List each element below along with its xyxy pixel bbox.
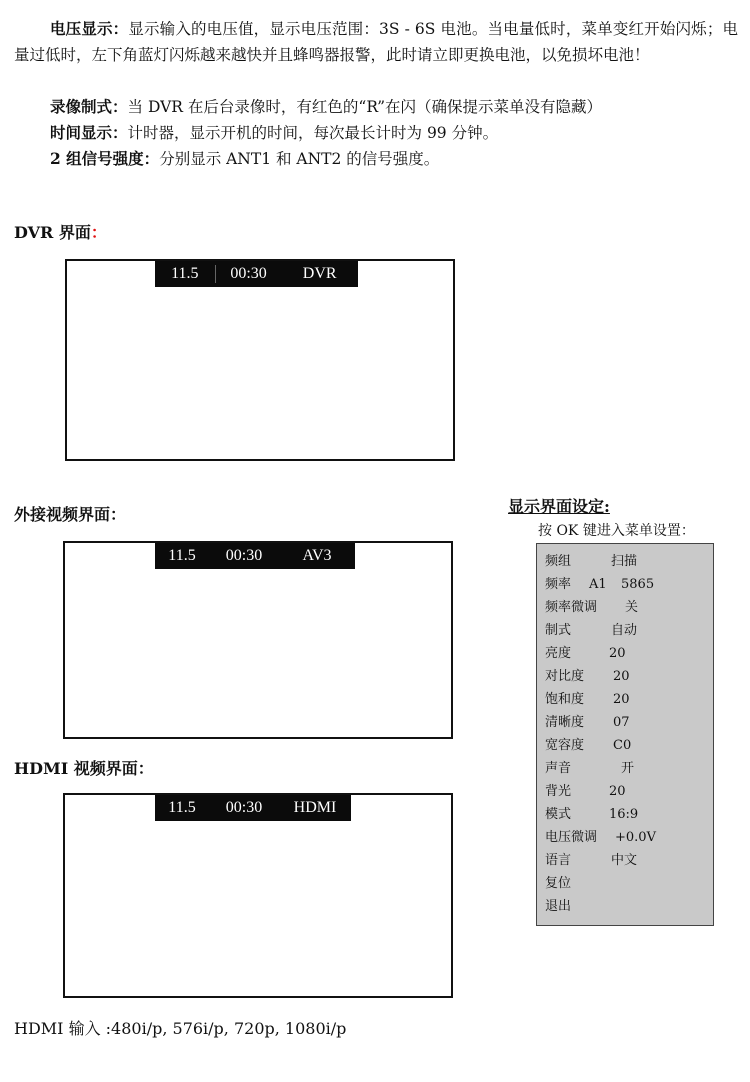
hdmi-screen bbox=[63, 793, 453, 998]
menu-item-value: 20 bbox=[613, 669, 630, 684]
time-text: 计时器，显示开机的时间，每次最长计时为 99 分钟。 bbox=[127, 124, 499, 142]
menu-item-value: 20 bbox=[609, 646, 626, 661]
dvr-heading bbox=[14, 220, 107, 243]
signal-lead: 2 组信号强度： bbox=[50, 149, 160, 168]
dvr-mode: DVR bbox=[302, 265, 337, 282]
menu-item-value: 16:9 bbox=[609, 807, 639, 822]
menu-item-value-2: 5865 bbox=[621, 577, 655, 592]
menu-subtitle: 按 OK 键进入菜单设置： bbox=[538, 523, 695, 539]
dvr-heading-text: DVR 界面 bbox=[14, 223, 91, 242]
av-heading: 外接视频界面： bbox=[14, 505, 127, 524]
signal-text: 分别显示 ANT1 和 ANT2 的信号强度。 bbox=[159, 150, 440, 168]
menu-item-value: 20 bbox=[613, 692, 630, 707]
hdmi-heading: HDMI 视频界面： bbox=[14, 759, 154, 778]
av-time: 00:30 bbox=[225, 547, 263, 564]
menu-item-label: 模式 bbox=[545, 807, 572, 822]
menu-item-label: 饱和度 bbox=[545, 692, 585, 707]
menu-item-value: 关 bbox=[625, 600, 639, 615]
voltage-lead: 电压显示： bbox=[50, 19, 129, 38]
menu-item-label: 声音 bbox=[545, 761, 572, 776]
recording-lead: 录像制式： bbox=[50, 97, 128, 116]
voltage-text: 显示输入的电压值，显示电压范围：3S - 6S 电池。当电量低时，菜单变红开始闪烁；电量过低时，左下角蓝灯闪烁越来越快并且蜂鸣器报警，此时请立即更换电池，以免损坏电池！ bbox=[14, 20, 738, 64]
menu-item-label: 宽容度 bbox=[545, 738, 585, 753]
menu-item-value: +0.0V bbox=[615, 830, 656, 845]
menu-item-label: 语言 bbox=[545, 853, 572, 868]
av-screen bbox=[63, 541, 453, 739]
menu-item-value: 扫描 bbox=[611, 554, 638, 569]
hdmi-time: 00:30 bbox=[225, 799, 263, 816]
menu-item-label: 退出 bbox=[545, 899, 572, 914]
signal-paragraph bbox=[14, 146, 738, 172]
recording-text: 当 DVR 在后台录像时，有红色的“R”在闪（确保提示菜单没有隐藏） bbox=[127, 98, 603, 116]
menu-item-label: 频率 bbox=[545, 577, 572, 592]
menu-item-label: 亮度 bbox=[545, 646, 572, 661]
menu-item-label: 制式 bbox=[545, 623, 572, 638]
dvr-heading-colon: ： bbox=[90, 223, 107, 242]
time-paragraph bbox=[14, 120, 738, 146]
av-osd-bar bbox=[155, 543, 355, 569]
voltage-paragraph bbox=[14, 16, 738, 68]
menu-item-value: 07 bbox=[613, 715, 630, 730]
menu-item-value: 开 bbox=[621, 761, 635, 776]
settings-menu bbox=[536, 543, 714, 926]
menu-title: 显示界面设定: bbox=[508, 497, 610, 516]
time-lead: 时间显示： bbox=[50, 123, 128, 142]
menu-item-value: 20 bbox=[609, 784, 626, 799]
menu-item-value: C0 bbox=[613, 738, 632, 753]
dvr-screen bbox=[65, 259, 455, 461]
menu-item-label: 频率微调 bbox=[545, 600, 598, 615]
dvr-voltage: 11.5 bbox=[155, 265, 216, 283]
dvr-osd-bar bbox=[155, 261, 358, 287]
av-mode: AV3 bbox=[302, 547, 332, 564]
hdmi-input-note: HDMI 输入 :480i/p, 576i/p, 720p, 1080i/p bbox=[14, 1019, 347, 1038]
dvr-time: 00:30 bbox=[230, 265, 267, 282]
av-voltage: 11.5 bbox=[168, 547, 196, 564]
recording-paragraph bbox=[14, 94, 738, 120]
menu-item-label: 复位 bbox=[545, 876, 572, 891]
menu-item-label: 对比度 bbox=[545, 669, 585, 684]
menu-item-value: 自动 bbox=[611, 623, 638, 638]
menu-item-label: 清晰度 bbox=[545, 715, 585, 730]
menu-item-value: 中文 bbox=[611, 853, 638, 868]
menu-item-label: 背光 bbox=[545, 784, 572, 799]
menu-item-label: 频组 bbox=[545, 554, 572, 569]
menu-item-value: A1 bbox=[589, 577, 607, 592]
hdmi-osd-bar bbox=[155, 795, 351, 821]
hdmi-mode: HDMI bbox=[293, 799, 337, 816]
menu-item-label: 电压微调 bbox=[545, 830, 598, 845]
hdmi-voltage: 11.5 bbox=[168, 799, 196, 816]
